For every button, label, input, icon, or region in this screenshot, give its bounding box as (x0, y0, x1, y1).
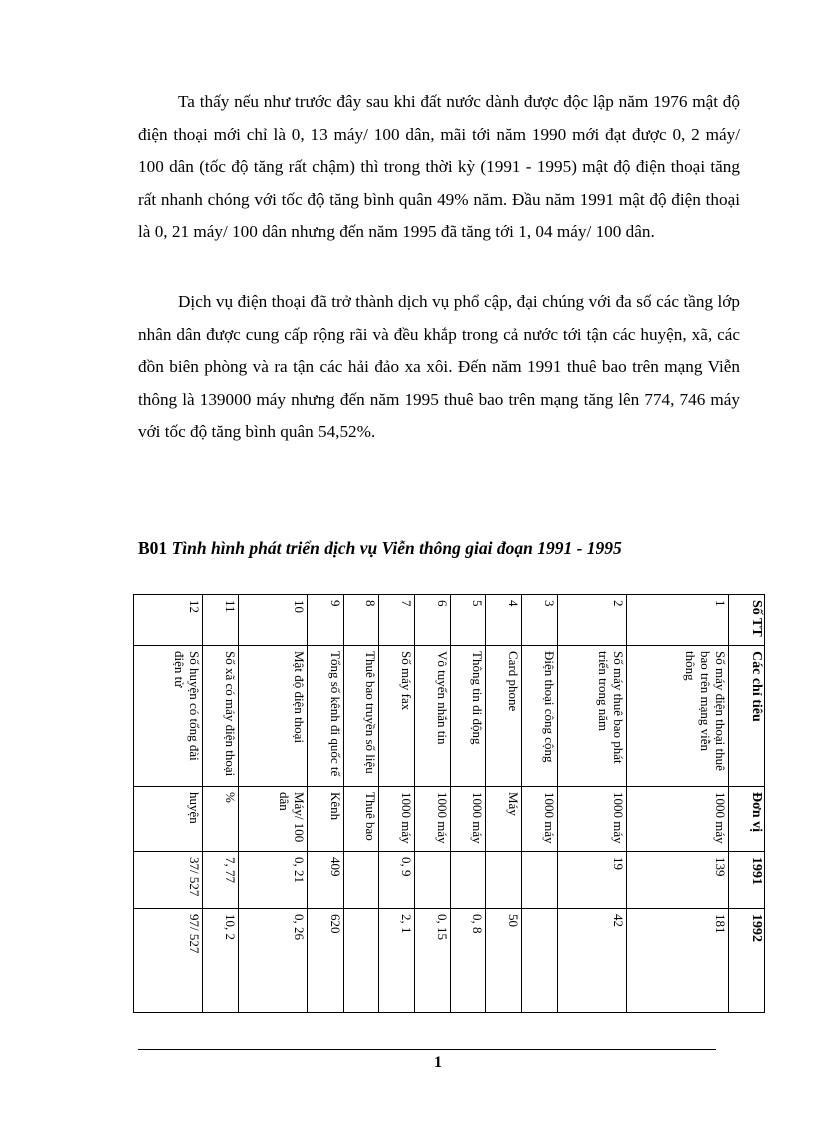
paragraph-2: Dịch vụ điện thoại đã trở thành dịch vụ phổ cập, đại chúng với đa số các tầng lớp nhân dân được cung cấp rộng rãi và đều khắp trong cả nước tới tận các huyện, xã, các đồn biên phòng và ra tận các hải đảo xa xôi. Đến năm 1991 thuê bao trên mạng Viễn thông là 139000 máy nhưng đến năm 1995 thuê bao trên mạng tăng lên 774, 746 máy với tốc độ tăng bình quân 54,52%. (138, 292, 740, 442)
header-indicator: Các chỉ tiêu (729, 646, 765, 787)
cell-unit: % (203, 787, 239, 852)
cell-indicator: Số máy thuê bao phát triển trong năm (557, 646, 626, 787)
cell-1992 (521, 909, 557, 1013)
rotated-table (133, 594, 765, 1013)
cell-1991: 0, 9 (379, 852, 415, 909)
cell-1991: 7, 77 (203, 852, 239, 909)
cell-1992 (343, 909, 379, 1013)
cell-1991: 37/ 527 (134, 852, 203, 909)
cell-stt: 6 (414, 595, 450, 646)
cell-1992: 181 (626, 909, 729, 1013)
table-row (557, 595, 626, 1013)
cell-indicator: Card phone (486, 646, 522, 787)
table-row (343, 595, 379, 1013)
cell-unit: 1000 máy (379, 787, 415, 852)
cell-stt: 2 (557, 595, 626, 646)
cell-1992: 0, 15 (414, 909, 450, 1013)
cell-stt: 9 (307, 595, 343, 646)
table-caption (138, 538, 622, 559)
cell-unit: 1000 máy (626, 787, 729, 852)
cell-1992: 10, 2 (203, 909, 239, 1013)
cell-indicator: Thông tin di động (450, 646, 486, 787)
cell-1992: 2, 1 (379, 909, 415, 1013)
cell-stt: 12 (134, 595, 203, 646)
cell-indicator: Thuê bao truyền số liệu (343, 646, 379, 787)
cell-indicator: Số huyện có tổng đài điện tử (134, 646, 203, 787)
cell-unit: 1000 máy (557, 787, 626, 852)
cell-1991: 409 (307, 852, 343, 909)
cell-stt: 8 (343, 595, 379, 646)
cell-stt: 5 (450, 595, 486, 646)
table-title: Tình hình phát triển dịch vụ Viễn thông giai đoạn 1991 - 1995 (171, 538, 622, 558)
cell-1992: 42 (557, 909, 626, 1013)
table-row (379, 595, 415, 1013)
table-row (307, 595, 343, 1013)
table-row (521, 595, 557, 1013)
statistics-table (133, 594, 765, 1013)
cell-stt: 1 (626, 595, 729, 646)
cell-unit: huyện (134, 787, 203, 852)
table-header-row (729, 595, 765, 1013)
cell-1991 (414, 852, 450, 909)
cell-1992: 50 (486, 909, 522, 1013)
cell-1992: 0, 8 (450, 909, 486, 1013)
cell-1991 (486, 852, 522, 909)
cell-1992: 620 (307, 909, 343, 1013)
footer-rule (138, 1049, 716, 1050)
cell-1992: 97/ 527 (134, 909, 203, 1013)
page-number: 1 (434, 1054, 442, 1071)
table-code: B01 (138, 538, 168, 558)
cell-1991 (343, 852, 379, 909)
cell-indicator: Mật độ điện thoại (238, 646, 307, 787)
header-unit: Đơn vị (729, 787, 765, 852)
table-row (626, 595, 729, 1013)
cell-indicator: Số máy điện thoại thuê bao trên mạng viễn thông (626, 646, 729, 787)
cell-1991: 0, 21 (238, 852, 307, 909)
cell-1991 (450, 852, 486, 909)
cell-stt: 4 (486, 595, 522, 646)
cell-stt: 3 (521, 595, 557, 646)
cell-unit: 1000 máy (450, 787, 486, 852)
header-1992: 1992 (729, 909, 765, 1013)
cell-unit: 1000 máy (414, 787, 450, 852)
table-row (134, 595, 203, 1013)
cell-1992: 0, 26 (238, 909, 307, 1013)
cell-indicator: Điện thoại công cộng (521, 646, 557, 787)
cell-unit: 1000 máy (521, 787, 557, 852)
cell-1991: 19 (557, 852, 626, 909)
cell-indicator: Tổng số kênh đi quốc tế (307, 646, 343, 787)
cell-1991: 139 (626, 852, 729, 909)
header-stt: Số TT (729, 595, 765, 646)
cell-stt: 7 (379, 595, 415, 646)
table-row (450, 595, 486, 1013)
cell-unit: Kênh (307, 787, 343, 852)
cell-stt: 11 (203, 595, 239, 646)
header-1991: 1991 (729, 852, 765, 909)
cell-indicator: Số máy fax (379, 646, 415, 787)
cell-stt: 10 (238, 595, 307, 646)
cell-indicator: Vô tuyến nhắn tin (414, 646, 450, 787)
paragraph-1: Ta thấy nếu như trước đây sau khi đất nước dành được độc lập năm 1976 mật độ điện thoại mới chỉ là 0, 13 máy/ 100 dân, mãi tới năm 1990 mới đạt được 0, 2 máy/ 100 dân (tốc độ tăng rất chậm) thì trong thời kỳ (1991 - 1995) mật độ điện thoại tăng rất nhanh chóng với tốc độ tăng bình quân 49% năm. Đầu năm 1991 mật độ điện thoại là 0, 21 máy/ 100 dân nhưng đến năm 1995 đã tăng tới 1, 04 máy/ 100 dân. (138, 92, 740, 242)
cell-unit: Máy (486, 787, 522, 852)
table-row (486, 595, 522, 1013)
table-row (414, 595, 450, 1013)
table-row (238, 595, 307, 1013)
cell-indicator: Số xã có máy điện thoại (203, 646, 239, 787)
cell-1991 (521, 852, 557, 909)
cell-unit: Máy/ 100 dân (238, 787, 307, 852)
table-row (203, 595, 239, 1013)
cell-unit: Thuê bao (343, 787, 379, 852)
